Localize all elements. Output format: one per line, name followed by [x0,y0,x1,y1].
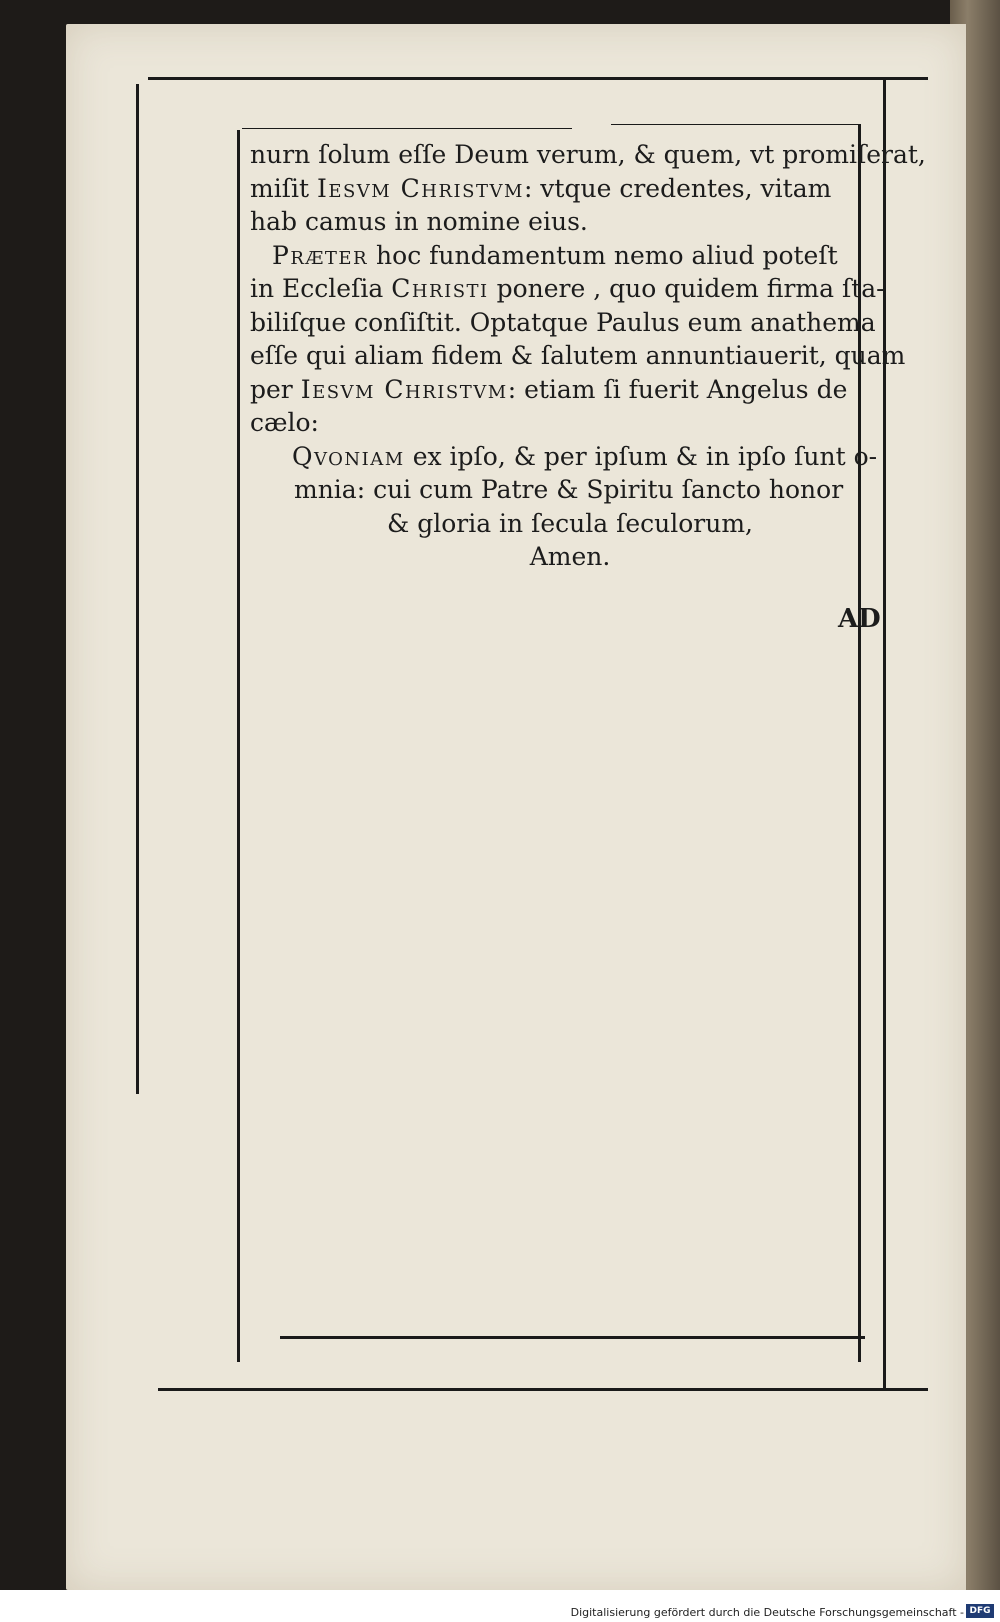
outer-left-rule [136,84,139,1094]
text-line-10: Qvoniam ex ipſo, & per ipſum & in ipſo ſunt o- [292,441,878,471]
text-line-3: hab camus in nomine eius. [250,207,588,236]
text-block [250,138,926,574]
smallcaps-iesum-christum: Iesvm Christvm [316,173,524,203]
smallcaps-iesum-christum-2: Iesvm Christvm [300,374,508,404]
text-line-1: nurn ſolum eſſe Deum verum, & quem, vt promiſerat, [250,140,926,169]
text-line-9: cælo: [250,408,319,437]
text-line-4: Præter hoc fundamentum nemo aliud poteſt [272,240,838,270]
outer-top-rule [148,77,928,80]
text-line-13: Amen. [529,542,611,571]
catchword: AD [838,604,881,634]
inner-left-rule [237,130,240,1362]
inner-top-rule [242,128,572,129]
dfg-logo: DFG [966,1604,994,1618]
text-line-6: biliſque conſiſtit. Optatque Paulus eum anathema [250,307,876,337]
smallcaps-christi: Christi [391,274,489,303]
text-line-5: in Eccleſia Christi ponere , quo quidem firma ſta- [250,274,885,303]
footer-credit: Digitalisierung gefördert durch die Deutsche Forschungsgemeinschaft - [570,1606,964,1619]
text-line-11: mnia: cui cum Patre & Spiritu ſancto honor [294,475,844,504]
smallcaps-quoniam: Qvoniam [292,441,405,471]
text-line-12: & gloria in ſecula ſeculorum, [387,508,753,538]
text-line-7: eſſe qui aliam fidem & ſalutem annuntiauerit, quam [250,341,906,370]
inner-top-rule-2 [611,124,861,125]
outer-bottom-rule [158,1388,928,1391]
smallcaps-praeter: Præter [272,240,369,270]
text-line-2: miſit Iesvm Christvm: vtque credentes, vitam [250,173,832,203]
inner-bottom-rule [280,1336,865,1339]
text-line-8: per Iesvm Christvm: etiam ſi fuerit Angelus de [250,374,848,404]
